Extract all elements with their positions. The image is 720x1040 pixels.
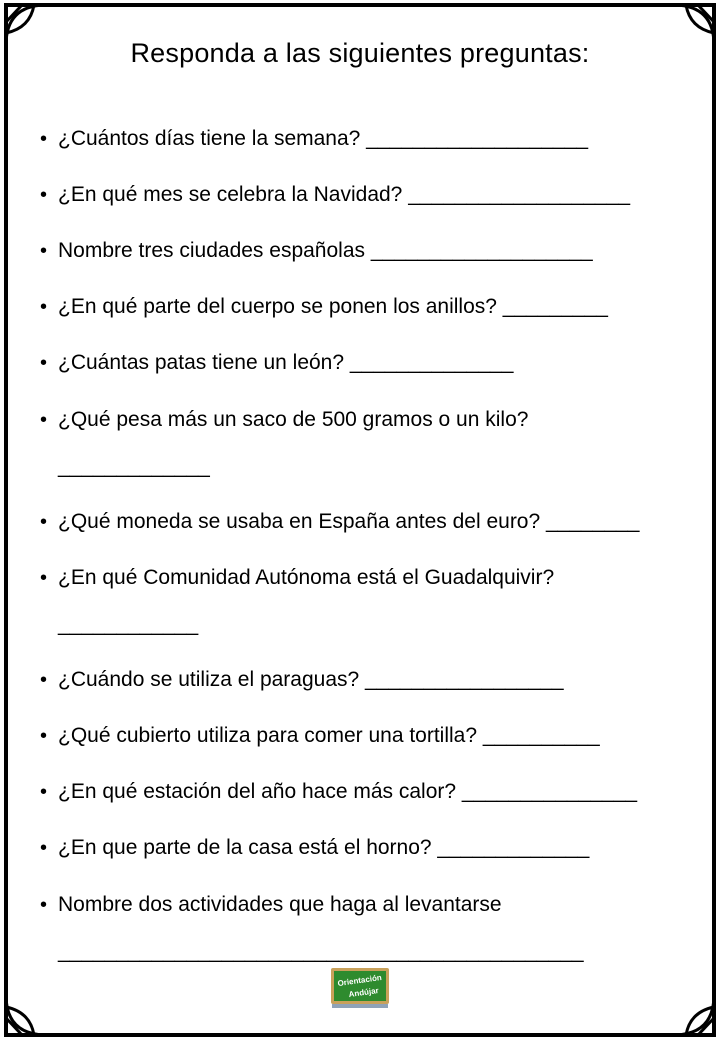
question-text: ¿Qué pesa más un saco de 500 gramos o un kilo?	[58, 408, 529, 431]
answer-line: ____________	[58, 613, 199, 636]
question-text: Nombre dos actividades que haga al levantarse	[58, 893, 502, 916]
question-text: ¿En qué mes se celebra la Navidad? ___________________	[58, 183, 631, 206]
question-item	[40, 893, 502, 917]
logo-line-1: Orientación	[337, 972, 383, 989]
question-text: ¿Cuántos días tiene la semana? ___________________	[58, 127, 589, 150]
answer-line: _____________________________________________	[58, 940, 584, 963]
question-text: ¿Qué moneda se usaba en España antes del euro? ________	[58, 510, 640, 533]
logo-line-2: Andújar	[348, 985, 380, 1000]
answer-line: _____________	[58, 455, 210, 478]
question-item	[40, 183, 630, 207]
question-text: ¿En qué estación del año hace más calor? _______________	[58, 780, 638, 803]
question-item	[40, 351, 513, 375]
question-item	[40, 239, 593, 263]
question-text: ¿Cuándo se utiliza el paraguas? _________________	[58, 668, 564, 691]
question-item	[40, 724, 600, 748]
bullet-icon: •	[40, 409, 48, 431]
bullet-icon: •	[40, 128, 48, 150]
corner-ornament-bottom-right	[675, 995, 714, 1035]
bullet-icon: •	[40, 781, 48, 803]
question-item	[40, 668, 564, 692]
bullet-icon: •	[40, 511, 48, 533]
bullet-icon: •	[40, 240, 48, 262]
bullet-icon: •	[40, 184, 48, 206]
question-item	[40, 510, 639, 534]
bullet-icon: •	[40, 837, 48, 859]
page-title: Responda a las siguientes preguntas:	[130, 38, 590, 68]
question-item	[40, 408, 528, 432]
bullet-icon: •	[40, 725, 48, 747]
question-text: ¿Cuántas patas tiene un león? ______________	[58, 351, 514, 374]
question-text: Nombre tres ciudades españolas ___________________	[58, 239, 593, 262]
question-item	[40, 127, 588, 151]
bullet-icon: •	[40, 296, 48, 318]
question-text: ¿En qué parte del cuerpo se ponen los anillos? _________	[58, 295, 608, 318]
orientacion-andujar-logo	[330, 967, 390, 1009]
question-item	[40, 836, 589, 860]
bullet-icon: •	[40, 669, 48, 691]
question-item	[40, 566, 554, 590]
bullet-icon: •	[40, 352, 48, 374]
bullet-icon: •	[40, 894, 48, 916]
question-item	[40, 780, 637, 804]
bullet-icon: •	[40, 567, 48, 589]
question-text: ¿En qué Comunidad Autónoma está el Guadalquivir?	[58, 566, 555, 589]
question-text: ¿En que parte de la casa está el horno? _____________	[58, 836, 590, 859]
corner-ornament-bottom-left	[6, 995, 45, 1035]
question-text: ¿Qué cubierto utiliza para comer una tortilla? __________	[58, 724, 600, 747]
question-item	[40, 295, 608, 319]
